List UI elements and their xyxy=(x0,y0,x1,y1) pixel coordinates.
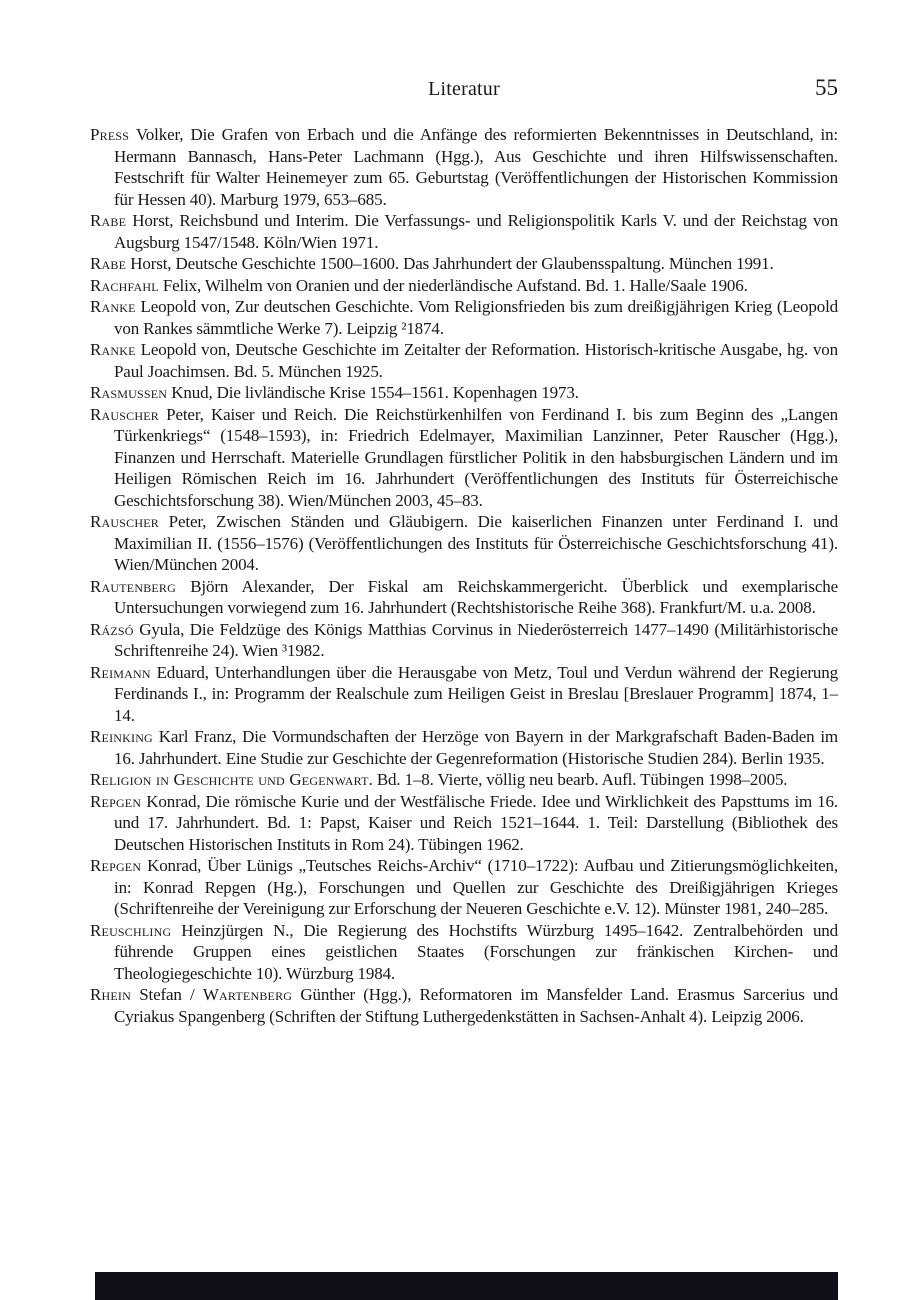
entry-text: Leopold von, Zur deutschen Geschichte. Vom Religionsfrieden bis zum dreißigjährigen Krieg (Leopold von Rankes sämmtliche Werke 7). Leipzig ²1874. xyxy=(114,297,838,338)
author-name-smallcaps: Repgen xyxy=(90,791,142,811)
bibliography-entry xyxy=(90,124,838,210)
running-header xyxy=(90,75,838,106)
bibliography-entry xyxy=(90,920,838,985)
bibliography-entry xyxy=(90,339,838,382)
author-name-smallcaps: Ranke xyxy=(90,297,136,316)
entry-text: Volker, Die Grafen von Erbach und die Anfänge des reformierten Bekenntnisses in Deutschland, in: Hermann Bannasch, Hans-Peter Lachmann (Hgg.), Aus Geschichte und ihren Hilfswissenschaften. Festschrift für Walter Heinemeyer zum 65. Geburtstag (Veröffentlichungen der Historischen Kommission für Hessen 40). Marburg 1979, 653–685. xyxy=(114,125,838,209)
bibliography-entry xyxy=(90,511,838,576)
author-name-smallcaps: Rachfahl xyxy=(90,275,159,295)
bibliography-entry xyxy=(90,726,838,769)
author-name-smallcaps: Wartenberg xyxy=(202,985,293,1004)
running-header-title: Literatur xyxy=(428,78,500,100)
author-name-smallcaps: Rabe xyxy=(90,254,127,273)
author-name-smallcaps: Rauscher xyxy=(90,512,159,531)
author-name-smallcaps: Reinking xyxy=(90,727,153,746)
bibliography-entry xyxy=(90,662,838,727)
bibliography-entry xyxy=(90,253,838,275)
bibliography-entry xyxy=(90,619,838,662)
author-name-smallcaps: Rauscher xyxy=(90,404,159,424)
bibliography-entry xyxy=(90,791,838,856)
bibliography-entry xyxy=(90,855,838,920)
entry-text: Leopold von, Deutsche Geschichte im Zeitalter der Reformation. Historisch-kritische Ausgabe, hg. von Paul Joachimsen. Bd. 5. München 1925. xyxy=(114,340,838,381)
author-name-smallcaps: Press xyxy=(90,125,130,144)
author-name-smallcaps: Rautenberg xyxy=(90,576,177,596)
entry-text: Peter, Zwischen Ständen und Gläubigern. Die kaiserlichen Finanzen unter Ferdinand I. und Maximilian II. (1556–1576) (Veröffentlichungen des Instituts für Österreichische Geschichtsforschung 41). Wien/München 2004. xyxy=(114,512,838,574)
entry-text: Felix, Wilhelm von Oranien und der niederländische Aufstand. Bd. 1. Halle/Saale 1906. xyxy=(158,275,748,295)
entry-text: Stefan / xyxy=(131,985,203,1004)
bibliography-entry xyxy=(90,296,838,339)
page-number: 55 xyxy=(815,75,838,100)
entry-text: Gyula, Die Feldzüge des Königs Matthias Corvinus in Niederösterreich 1477–1490 (Militärhistorische Schriftenreihe 24). Wien ³1982. xyxy=(114,619,838,660)
bibliography-entry xyxy=(90,382,838,404)
entry-text: Konrad, Die römische Kurie und der Westfälische Friede. Idee und Wirklichkeit des Papsttums im 16. und 17. Jahrhundert. Bd. 1: Papst, Kaiser und Reich 1521–1644. 1. Teil: Darstellung (Bibliothek des Deutschen Historischen Instituts in Rom 24). Tübingen 1962. xyxy=(114,791,838,854)
entry-text: Eduard, Unterhandlungen über die Herausgabe von Metz, Toul und Verdun während der Regierung Ferdinands I., in: Programm der Realschule zum Heiligen Geist in Breslau [Breslauer Programm] 1874, 1–14. xyxy=(114,662,838,725)
entry-text: Horst, Reichsbund und Interim. Die Verfassungs- und Religionspolitik Karls V. und der Reichstag von Augsburg 1547/1548. Köln/Wien 1971. xyxy=(114,211,838,252)
bibliography-entry xyxy=(90,576,838,619)
bibliography-entry xyxy=(90,210,838,253)
author-name-smallcaps: Repgen xyxy=(90,856,142,875)
author-name-smallcaps: Rasmussen xyxy=(90,383,168,402)
entry-text: Günther (Hgg.), Reformatoren im Mansfelder Land. Erasmus Sarcerius und Cyriakus Spangenberg (Schriften der Stiftung Luthergedenkstätten in Sachsen-Anhalt 4). Leipzig 2006. xyxy=(114,985,838,1026)
author-name-smallcaps: Ranke xyxy=(90,340,136,359)
bibliography-entry xyxy=(90,275,838,297)
entry-text: Konrad, Über Lünigs „Teutsches Reichs-Archiv“ (1710–1722): Aufbau und Zitierungsmöglichkeiten, in: Konrad Repgen (Hg.), Forschungen und Quellen zur Geschichte des Dreißigjährigen Krieges (Schriftenreihe der Vereinigung zur Erforschung der Neueren Geschichte e.V. 12). Münster 1981, 240–285. xyxy=(114,856,838,918)
author-name-smallcaps: Religion in Geschichte und Gegenwart xyxy=(90,770,369,789)
author-name-smallcaps: Rhein xyxy=(90,985,131,1004)
entry-text: Björn Alexander, Der Fiskal am Reichskammergericht. Überblick und exemplarische Untersuchungen vorwiegend zum 16. Jahrhundert (Rechtshistorische Reihe 368). Frankfurt/M. u.a. 2008. xyxy=(114,576,838,617)
entry-text: Knud, Die livländische Krise 1554–1561. Kopenhagen 1973. xyxy=(167,383,579,402)
entry-text: Horst, Deutsche Geschichte 1500–1600. Das Jahrhundert der Glaubensspaltung. München 1991. xyxy=(126,254,774,273)
author-name-smallcaps: Rabe xyxy=(90,211,127,230)
entry-text: Peter, Kaiser und Reich. Die Reichstürkenhilfen von Ferdinand I. bis zum Beginn des „Langen Türkenkriegs“ (1548–1593), in: Friedrich Edelmayer, Maximilian Lanzinner, Peter Rauscher (Hgg.), Finanzen und Herrschaft. Materielle Grundlagen fürstlicher Politik in den habsburgischen Ländern und im Heiligen Römischen Reich im 16. Jahrhundert (Veröffentlichungen des Instituts für Österreichische Geschichtsforschung 38). Wien/München 2003, 45–83. xyxy=(114,404,838,510)
bibliography-entry xyxy=(90,769,838,791)
entry-text: . Bd. 1–8. Vierte, völlig neu bearb. Aufl. Tübingen 1998–2005. xyxy=(368,770,788,789)
author-name-smallcaps: Rázsó xyxy=(90,619,134,639)
scan-edge-artifact xyxy=(95,1272,838,1300)
author-name-smallcaps: Reuschling xyxy=(90,920,172,940)
bibliography-entry xyxy=(90,404,838,512)
bibliography-entry xyxy=(90,984,838,1027)
bibliography-list xyxy=(90,124,838,1027)
entry-text: Heinzjürgen N., Die Regierung des Hochstifts Würzburg 1495–1642. Zentralbehörden und führende Gruppen eines geistlichen Staates (Forschungen zur fränkischen Kirchen- und Theologiegeschichte 10). Würzburg 1984. xyxy=(114,920,838,983)
author-name-smallcaps: Reimann xyxy=(90,662,151,682)
entry-text: Karl Franz, Die Vormundschaften der Herzöge von Bayern in der Markgrafschaft Baden-Baden im 16. Jahrhundert. Eine Studie zur Geschichte der Gegenreformation (Historische Studien 284). Berlin 1935. xyxy=(114,727,838,768)
